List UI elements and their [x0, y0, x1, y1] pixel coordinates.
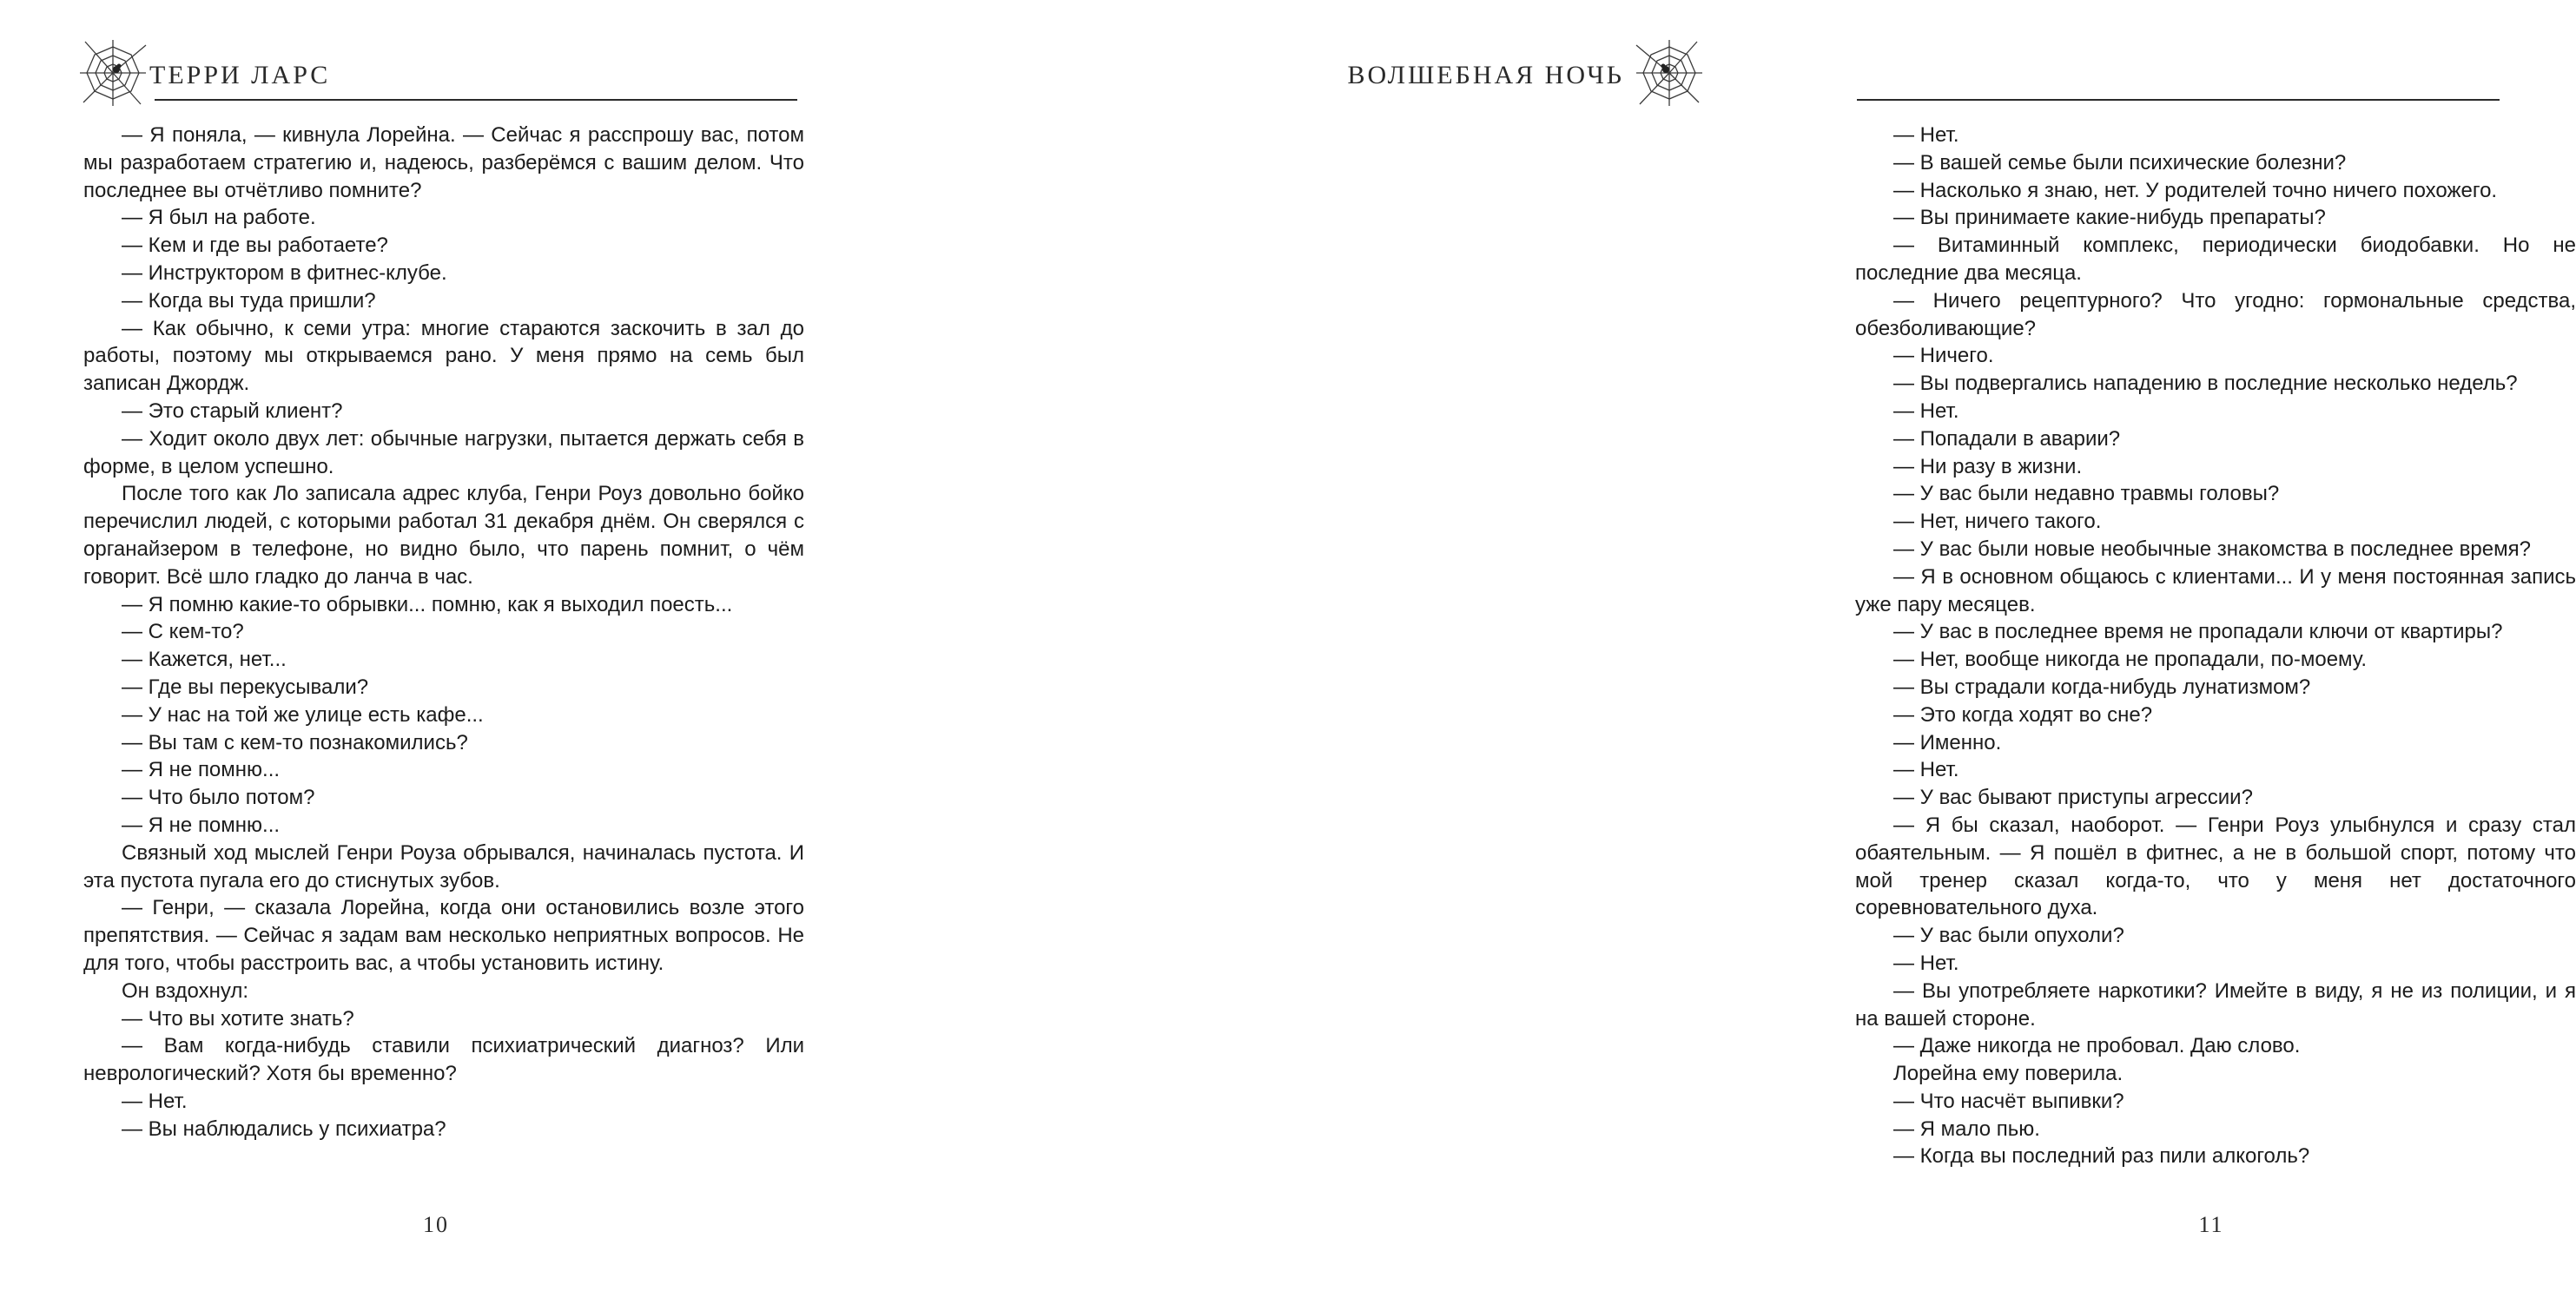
paragraph: — Я бы сказал, наоборот. — Генри Роуз улыбнулся и сразу стал обаятельным. — Я пошёл в фитнес, а не в большой спорт, потому что мой тренер сказал когда-то, что у меня нет достаточного соревновательного духа. [1855, 813, 2576, 920]
paragraph: — Нет. [1893, 758, 1959, 782]
paragraph: — Нет. [1893, 123, 1959, 147]
paragraph: — Где вы перекусывали? [122, 675, 369, 699]
paragraph: — Генри, — сказала Лорейна, когда они остановились возле этого препятствия. — Сейчас я задам вам несколько неприятных вопросов. Не для того, чтобы расстроить вас, а чтобы установить истину. [83, 896, 804, 975]
paragraph: — Я помню какие-то обрывки... помню, как я выходил поесть... [122, 592, 733, 616]
paragraph: — Вам когда-нибудь ставили психиатрический диагноз? Или неврологический? Хотя бы временно? [83, 1034, 804, 1086]
paragraph: — Нет. [1893, 951, 1959, 975]
paragraph: — Вы страдали когда-нибудь лунатизмом? [1893, 675, 2311, 699]
spiderweb-icon [1635, 38, 1704, 108]
paragraph: — Я в основном общаюсь с клиентами... И у меня постоянная запись уже пару месяцев. [1855, 564, 2576, 616]
paragraph: — Нет. [122, 1089, 188, 1113]
paragraph: — Кажется, нет... [122, 648, 287, 672]
paragraph: Он вздохнул: [122, 978, 249, 1003]
page-number: 10 [423, 1212, 449, 1237]
paragraph: — Это старый клиент? [122, 398, 343, 423]
paragraph: — У вас были опухоли? [1893, 924, 2124, 948]
body-text [1855, 122, 2576, 1170]
paragraph: — Ничего. [1893, 344, 1994, 368]
paragraph: — Вы там с кем-то познакомились? [122, 730, 468, 754]
paragraph: — У вас в последнее время не пропадали ключи от квартиры? [1893, 620, 2503, 644]
paragraph: Лорейна ему поверила. [1893, 1062, 2124, 1086]
header-rule [155, 99, 797, 101]
paragraph: — С кем-то? [122, 620, 244, 644]
paragraph: — Нет. [1893, 398, 1959, 423]
paragraph: — Я мало пью. [1893, 1116, 2040, 1141]
paragraph: — Кем и где вы работаете? [122, 234, 388, 258]
paragraph: — Вы принимаете какие-нибудь препараты? [1893, 206, 2326, 230]
paragraph: — Даже никогда не пробовал. Даю слово. [1893, 1034, 2301, 1058]
paragraph: — У нас на той же улице есть кафе... [122, 702, 484, 727]
paragraph: — Витаминный комплекс, периодически биодобавки. Но не последние два месяца. [1855, 234, 2576, 285]
page-number: 11 [2198, 1212, 2224, 1237]
paragraph: — Ничего рецептурного? Что угодно: гормональные средства, обезболивающие? [1855, 288, 2576, 340]
paragraph: — В вашей семье были психические болезни? [1893, 150, 2347, 175]
paragraph: — Насколько я знаю, нет. У родителей точно ничего похожего. [1893, 178, 2498, 202]
paragraph: — Я был на работе. [122, 206, 316, 230]
paragraph: — Я не помню... [122, 758, 281, 782]
paragraph: — Это когда ходят во сне? [1893, 702, 2153, 727]
paragraph: — Нет, вообще никогда не пропадали, по-моему. [1893, 648, 2368, 672]
paragraph: — Что вы хотите знать? [122, 1006, 354, 1031]
paragraph: — Когда вы туда пришли? [122, 288, 376, 313]
paragraph: — Вы подвергались нападению в последние несколько недель? [1893, 372, 2518, 396]
paragraph: — Что было потом? [122, 786, 315, 810]
paragraph: Связный ход мыслей Генри Роуза обрывался, начиналась пустота. И эта пустота пугала его до стиснутых зубов. [83, 840, 804, 893]
paragraph: — Что насчёт выпивки? [1893, 1089, 2124, 1113]
paragraph: — Когда вы последний раз пили алкоголь? [1893, 1144, 2310, 1169]
paragraph: — Ходит около двух лет: обычные нагрузки, пытается держать себя в форме, в целом успешно. [83, 426, 804, 478]
paragraph: — Ни разу в жизни. [1893, 454, 2083, 478]
paragraph: — Я не помню... [122, 813, 281, 837]
paragraph: — Именно. [1893, 730, 2002, 754]
left-page [0, 0, 869, 1291]
body-text [83, 122, 804, 1143]
paragraph: — Я поняла, — кивнула Лорейна. — Сейчас я расспрошу вас, потом мы разработаем стратегию и, надеюсь, разберёмся с вашим делом. Что последнее вы отчётливо помните? [83, 123, 804, 202]
paragraph: — У вас были недавно травмы головы? [1893, 482, 2280, 506]
paragraph: — У вас были новые необычные знакомства в последнее время? [1893, 537, 2531, 561]
header-rule [1857, 99, 2500, 101]
running-head-author: ТЕРРИ ЛАРС [149, 61, 331, 89]
paragraph: — Вы наблюдались у психиатра? [122, 1116, 446, 1141]
paragraph: — Нет, ничего такого. [1893, 510, 2102, 534]
right-page [869, 0, 2576, 1291]
paragraph: — У вас бывают приступы агрессии? [1893, 786, 2253, 810]
running-head-title: ВОЛШЕБНАЯ НОЧЬ [1347, 61, 1624, 89]
paragraph: — Как обычно, к семи утра: многие стараются заскочить в зал до работы, поэтому мы открываемся рано. У меня прямо на семь был записан Джордж. [83, 316, 804, 396]
paragraph: — Инструктором в фитнес-клубе. [122, 260, 447, 285]
spiderweb-icon [78, 38, 148, 108]
paragraph: После того как Ло записала адрес клуба, Генри Роуз довольно бойко перечислил людей, с которыми работал 31 декабря днём. Он сверялся с органайзером в телефоне, но видно было, что парень помнит, о чём говорит. Всё шло гладко до ланча в час. [83, 482, 804, 589]
paragraph: — Попадали в аварии? [1893, 426, 2121, 451]
paragraph: — Вы употребляете наркотики? Имейте в виду, я не из полиции, и я на вашей стороне. [1855, 978, 2576, 1031]
